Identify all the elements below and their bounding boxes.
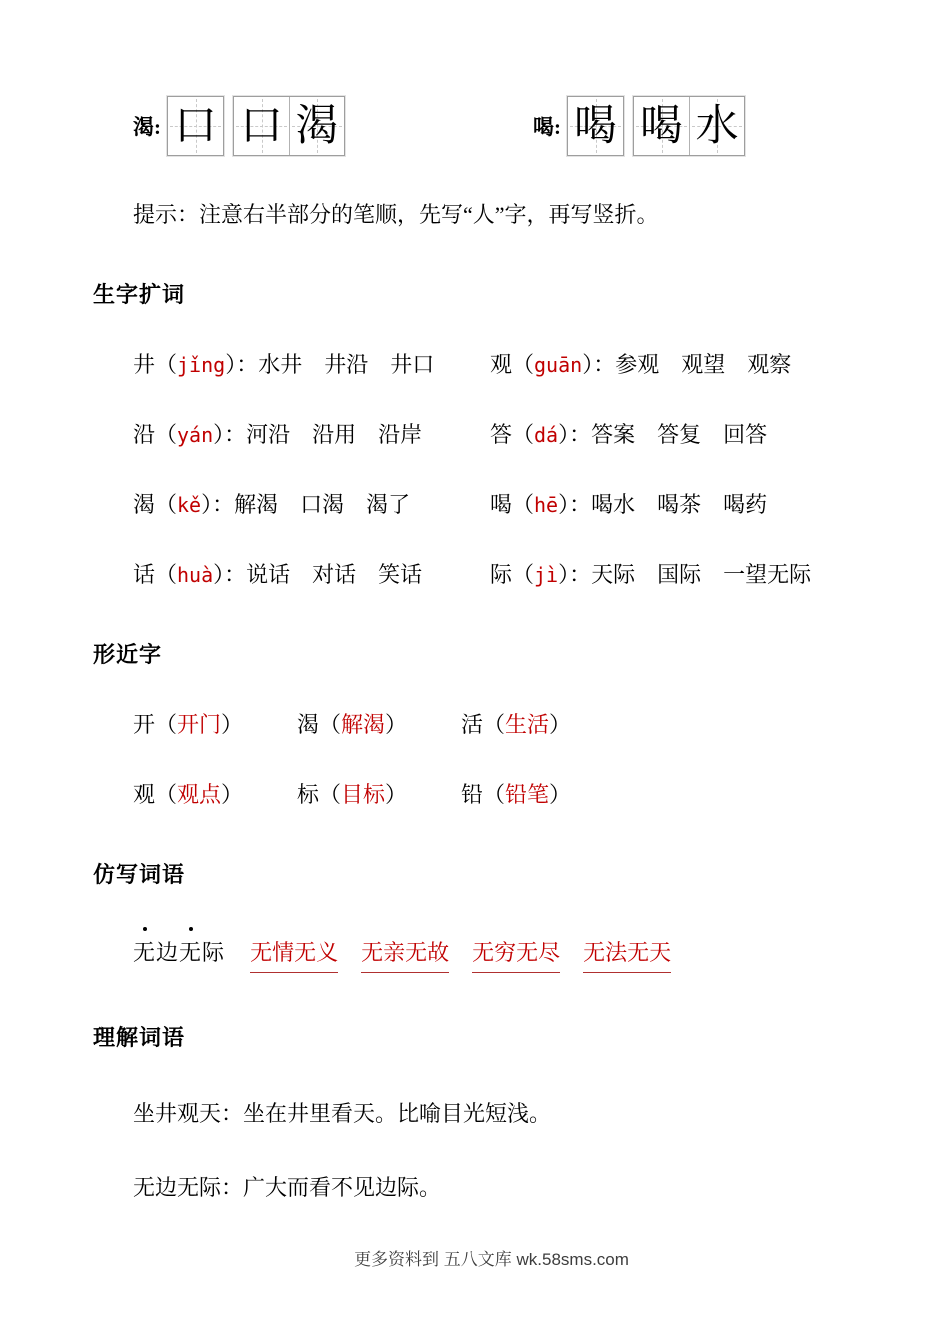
imitate-words-row xyxy=(133,936,890,973)
section-title-expand-words: 生字扩词 xyxy=(93,282,186,307)
pinyin: yán xyxy=(177,423,214,447)
similar-item xyxy=(297,710,461,740)
practice-label-ke: 渴: xyxy=(133,115,161,139)
writing-cell xyxy=(634,97,689,155)
character-glyph: 渴 xyxy=(295,102,339,150)
vocab-row xyxy=(133,560,890,590)
word-definition: 无边无际：广大而看不见边际。 xyxy=(133,1175,442,1200)
vocab-char: 话（ xyxy=(133,562,178,587)
stroke-order-hint: 提示：注意右半部分的笔顺，先写“人”字，再写竖折。 xyxy=(133,202,659,227)
similar-item xyxy=(133,780,297,810)
vocab-row xyxy=(133,490,890,520)
vocab-char: 际（ xyxy=(490,562,535,587)
section-title-understand-words: 理解词语 xyxy=(93,1025,186,1050)
imitate-answer: 无情无义 xyxy=(250,936,338,973)
similar-word: 目标 xyxy=(341,782,386,807)
character-glyph: 水 xyxy=(695,102,739,150)
similar-close: ） xyxy=(385,712,408,737)
writing-box-single xyxy=(567,96,624,156)
vocab-entry xyxy=(490,560,811,590)
similar-char: 活（ xyxy=(461,712,506,737)
vocab-words: ）：水井 井沿 井口 xyxy=(225,352,435,377)
vocab-char: 渴（ xyxy=(133,492,178,517)
practice-label-he: 喝: xyxy=(533,115,561,139)
similar-word: 解渴 xyxy=(341,712,386,737)
vocab-words: ）：答案 答复 回答 xyxy=(558,422,768,447)
example-char: 边 xyxy=(156,940,180,965)
pinyin: jǐng xyxy=(177,353,226,377)
vocab-entry xyxy=(133,420,490,450)
similar-chars-row xyxy=(133,710,890,740)
vocab-entry xyxy=(133,490,490,520)
vocab-char: 井（ xyxy=(133,352,178,377)
vocab-entry xyxy=(133,350,490,380)
vocab-char: 观（ xyxy=(490,352,535,377)
similar-word: 开门 xyxy=(177,712,222,737)
vocab-entry xyxy=(490,350,791,380)
section-title-imitate-words: 仿写词语 xyxy=(93,862,186,887)
pinyin: dá xyxy=(534,423,559,447)
vocab-char: 喝（ xyxy=(490,492,535,517)
similar-word: 生活 xyxy=(505,712,550,737)
footer-source-text: 更多资料到 五八文库 wk.58sms.com xyxy=(354,1250,629,1269)
imitate-answer: 无亲无故 xyxy=(361,936,449,973)
vocab-words: ）：喝水 喝茶 喝药 xyxy=(558,492,768,517)
pinyin: guān xyxy=(534,353,583,377)
example-word xyxy=(133,936,225,970)
character-glyph: 喝 xyxy=(640,102,683,150)
writing-box-double xyxy=(233,96,345,156)
vocab-entry xyxy=(490,420,767,450)
pinyin: jì xyxy=(534,563,559,587)
pinyin: kě xyxy=(177,493,202,517)
imitate-answers xyxy=(250,936,671,973)
vocab-words: ）：参观 观望 观察 xyxy=(582,352,792,377)
pinyin: hē xyxy=(534,493,559,517)
similar-chars-row xyxy=(133,780,890,810)
similar-close: ） xyxy=(549,712,572,737)
word-definition: 坐井观天：坐在井里看天。比喻目光短浅。 xyxy=(133,1101,552,1126)
vocab-words: ）：天际 国际 一望无际 xyxy=(558,562,812,587)
vocab-words: ）：解渴 口渴 渴了 xyxy=(201,492,411,517)
pinyin: huà xyxy=(177,563,214,587)
writing-cell xyxy=(289,97,344,155)
character-glyph: 口 xyxy=(240,102,283,150)
section-title-similar-chars: 形近字 xyxy=(93,642,163,667)
similar-close: ） xyxy=(221,712,244,737)
example-char: 际 xyxy=(202,940,226,965)
character-glyph: 喝 xyxy=(574,102,617,150)
similar-char: 标（ xyxy=(297,782,342,807)
stroke-practice-row xyxy=(133,96,890,156)
similar-close: ） xyxy=(385,782,408,807)
vocab-words: ）：说话 对话 笑话 xyxy=(213,562,423,587)
example-char-dotted: 无 xyxy=(179,936,202,970)
vocab-char: 答（ xyxy=(490,422,535,447)
writing-cell xyxy=(168,97,223,155)
imitate-answer: 无法无天 xyxy=(583,936,671,973)
writing-cell xyxy=(234,97,289,155)
similar-item xyxy=(461,710,571,740)
similar-close: ） xyxy=(221,782,244,807)
similar-char: 开（ xyxy=(133,712,178,737)
similar-char: 铅（ xyxy=(461,782,506,807)
vocab-entry xyxy=(133,560,490,590)
example-char-dotted: 无 xyxy=(133,936,156,970)
similar-item xyxy=(297,780,461,810)
vocab-row xyxy=(133,350,890,380)
writing-box-single xyxy=(167,96,224,156)
similar-word: 观点 xyxy=(177,782,222,807)
practice-group-he xyxy=(533,96,745,156)
practice-group-ke xyxy=(133,96,345,156)
writing-cell xyxy=(689,97,744,155)
similar-word: 铅笔 xyxy=(505,782,550,807)
vocab-entry xyxy=(490,490,767,520)
similar-char: 观（ xyxy=(133,782,178,807)
similar-char: 渴（ xyxy=(297,712,342,737)
similar-close: ） xyxy=(549,782,572,807)
character-glyph: 口 xyxy=(174,102,217,150)
writing-box-double xyxy=(633,96,745,156)
vocab-char: 沿（ xyxy=(133,422,178,447)
similar-item xyxy=(461,780,571,810)
writing-cell xyxy=(568,97,623,155)
similar-item xyxy=(133,710,297,740)
vocab-words: ）：河沿 沿用 沿岸 xyxy=(213,422,423,447)
vocab-row xyxy=(133,420,890,450)
imitate-answer: 无穷无尽 xyxy=(472,936,560,973)
